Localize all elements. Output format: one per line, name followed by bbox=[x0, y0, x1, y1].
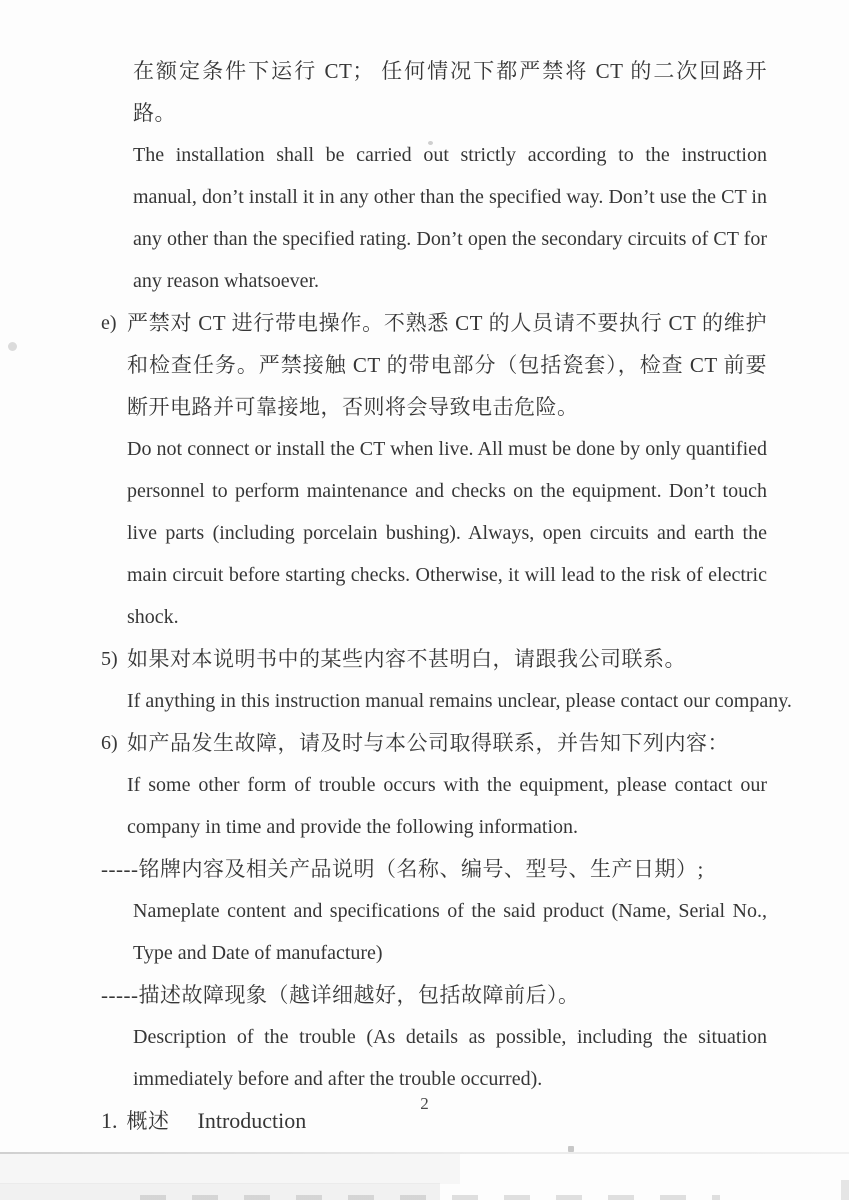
list-item-5 bbox=[101, 638, 792, 722]
item-e-zh: 严禁对 CT 进行带电操作。不熟悉 CT 的人员请不要执行 CT 的维护和检查任务。严禁接触 CT 的带电部分（包括瓷套），检查 CT 前要断开电路并可靠接地，否则将会导致电击危险。 bbox=[127, 311, 767, 419]
dash-item-nameplate-zh: -----铭牌内容及相关产品说明（名称、编号、型号、生产日期）; bbox=[101, 857, 704, 881]
list-marker-e: e) bbox=[101, 312, 117, 334]
dash-item-trouble-en: Description of the trouble (As details as possible, including the situation immediately before and after the trouble occurred). bbox=[133, 1026, 767, 1090]
item-5-en: If anything in this instruction manual remains unclear, please contact our company. bbox=[127, 690, 792, 712]
item-e-en: Do not connect or install the CT when live. All must be done by only quantified personnel to perform maintenance and checks on the equipment. Don’t touch live parts (including porcelain bushing). Always, open circuits and earth the main circuit before starting checks. Otherwise, it will lead to the risk of electric shock. bbox=[127, 438, 767, 628]
scan-corner-shade bbox=[841, 1180, 849, 1200]
section-title-zh: 概述 bbox=[126, 1109, 170, 1133]
page-number: 2 bbox=[420, 1094, 429, 1113]
item-6-zh: 如产品发生故障，请及时与本公司取得联系，并告知下列内容： bbox=[127, 731, 729, 755]
list-item-6 bbox=[101, 722, 767, 848]
scan-artifact-haze bbox=[0, 1154, 460, 1184]
item-5-zh: 如果对本说明书中的某些内容不甚明白，请跟我公司联系。 bbox=[127, 647, 686, 671]
page-content bbox=[101, 50, 792, 1142]
item-6-en: If some other form of trouble occurs with the equipment, please contact our company in time and provide the following information. bbox=[127, 774, 767, 838]
scan-artifact-line bbox=[0, 1152, 849, 1154]
list-marker-5: 5) bbox=[101, 648, 118, 670]
list-item-6-body bbox=[127, 722, 767, 848]
dash-item-trouble-zh: -----描述故障现象（越详细越好，包括故障前后）。 bbox=[101, 983, 580, 1007]
section-title-en: Introduction bbox=[197, 1108, 307, 1133]
scan-artifact-band bbox=[0, 1183, 440, 1200]
list-item-e bbox=[101, 302, 767, 638]
scan-artifact-dashes bbox=[140, 1195, 720, 1200]
list-marker-6: 6) bbox=[101, 732, 118, 754]
list-item-e-body bbox=[127, 302, 767, 638]
dash-item-nameplate-en: Nameplate content and specifications of the said product (Name, Serial No., Type and Date of manufacture) bbox=[133, 900, 767, 964]
scan-speck bbox=[8, 342, 17, 351]
list-item-5-body bbox=[127, 638, 792, 722]
scan-speck bbox=[568, 1146, 574, 1152]
para-installation-en: The installation shall be carried out strictly according to the instruction manual, don’t install it in any other than the specified way. Don’t use the CT in any other than the specified rating. Don’t open the secondary circuits of CT for any reason whatsoever. bbox=[133, 144, 767, 292]
section-number: 1. bbox=[101, 1108, 118, 1133]
para-run-ct-zh: 在额定条件下运行 CT； 任何情况下都严禁将 CT 的二次回路开路。 bbox=[133, 59, 767, 125]
